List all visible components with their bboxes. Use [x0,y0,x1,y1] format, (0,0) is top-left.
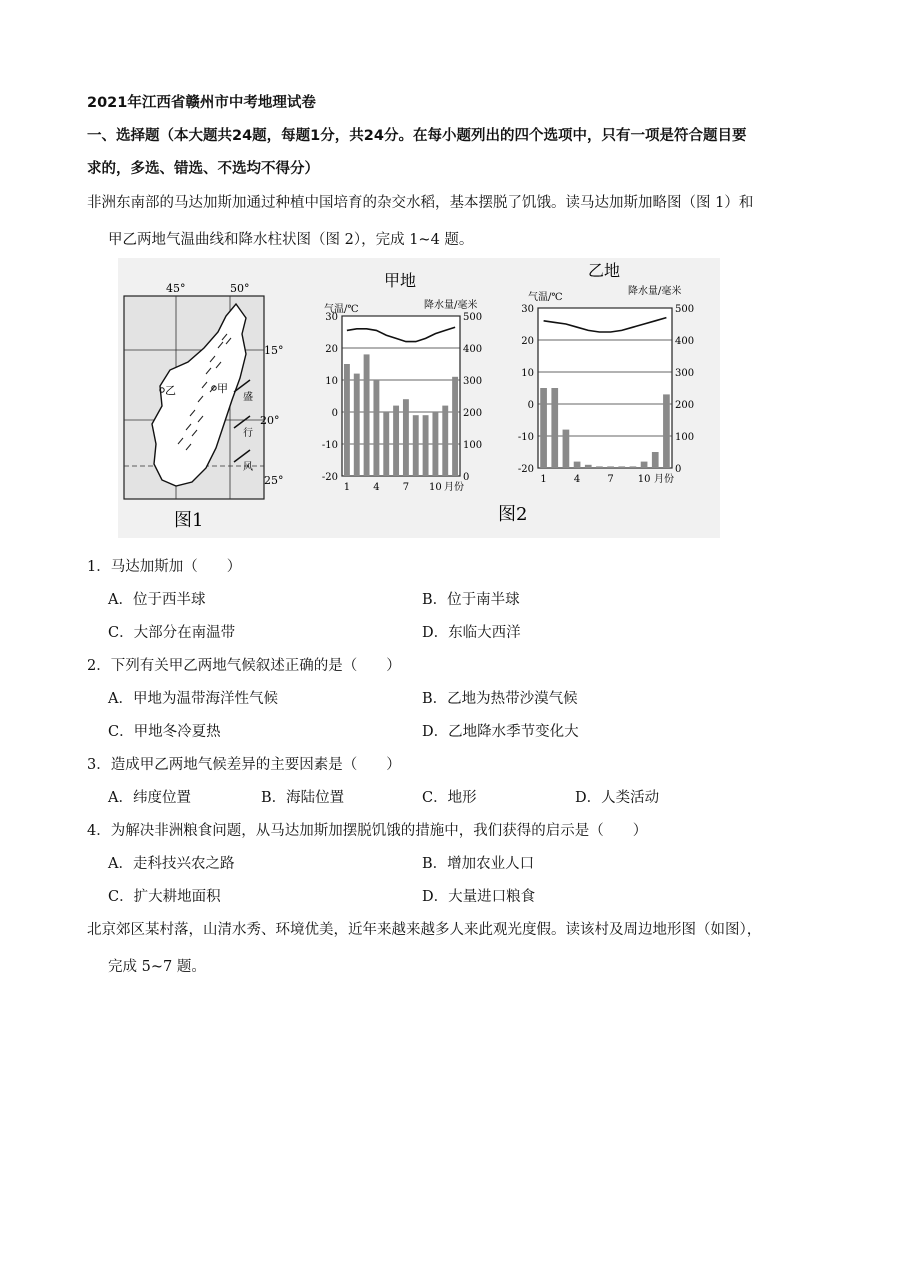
chart-jia-precip-bar [413,415,419,476]
chart-yi-precip-bar [585,465,592,468]
map-lat-label-20: 20° [260,414,280,427]
question-4-option-b[interactable]: B．增加农业人口 [422,856,535,872]
question-4-option-c[interactable]: C．扩大耕地面积 [108,889,221,905]
chart-jia-precip-bar [383,412,389,476]
chart-jia-x-tick: 1 [343,482,351,493]
chart-jia-y1-tick: -10 [321,440,338,451]
question-3-option-a[interactable]: A．纬度位置 [108,790,191,806]
question-2-stem: 2．下列有关甲乙两地气候叙述正确的是（ ） [87,658,401,674]
question-2-option-c[interactable]: C．甲地冬冷夏热 [108,724,221,740]
map-lon-label-50: 50° [230,282,250,295]
question-3-option-b[interactable]: B．海陆位置 [261,790,345,806]
map-place-yi: 乙 [165,384,176,397]
chart-yi-y2label: 降水量/毫米 [628,286,682,297]
chart-yi-precip-bar [618,466,625,468]
chart-jia-y2-tick: 300 [463,376,483,387]
chart-caption: 图2 [498,504,528,525]
map-lat-label-25: 25° [264,474,284,487]
chart-yi-x-tick: 1 [540,474,547,485]
chart-jia-x-tick: 7 [402,482,410,493]
question-2-option-b[interactable]: B．乙地为热带沙漠气候 [422,691,578,707]
chart-yi-precip-bar [596,466,603,468]
chart-jia-xlabel: 月份 [444,482,464,493]
question-1-option-b[interactable]: B．位于南半球 [422,592,520,608]
chart-yi-precip-bar [652,452,659,468]
chart-yi-y2-tick: 0 [675,464,682,475]
map-wind-label-2: 行 [243,428,253,439]
chart-jia-precip-bar [432,412,438,476]
chart-jia-title: 甲地 [384,271,417,290]
intro-1-line2: 甲乙两地气温曲线和降水柱状图（图 2），完成 1~4 题。 [108,232,474,248]
chart-yi-y1label: 气温/℃ [528,292,563,303]
chart-jia-y1-tick: -20 [321,472,338,483]
intro-2-line1: 北京郊区某村落，山清水秀、环境优美，近年来越来越多人来此观光度假。读该村及周边地形图（如图）， [87,922,762,938]
question-4-option-d[interactable]: D．大量进口粮食 [422,889,536,905]
chart-jia-y1-tick: 0 [331,408,338,419]
chart-jia-precip-bar [442,406,448,476]
chart-yi-x-tick: 7 [607,474,614,485]
exam-title: 2021年江西省赣州市中考地理试卷 [87,95,316,111]
chart-jia-precip-bar [452,377,458,476]
map-wind-label-3: 风 [243,462,253,473]
question-3-stem: 3．造成甲乙两地气候差异的主要因素是（ ） [87,757,401,773]
section-heading-line2: 求的，多选、错选、不选均不得分） [87,161,319,177]
chart-yi-x-tick: 4 [573,474,581,485]
chart-jia-y1label: 气温/℃ [324,304,359,315]
chart-yi-precip-bar [607,466,614,468]
chart-yi-y1-tick: 10 [521,368,534,379]
chart-yi-xlabel: 月份 [654,474,674,485]
chart-jia-precip-bar [403,399,409,476]
map-lon-label-45: 45° [166,282,186,295]
question-2-option-a[interactable]: A．甲地为温带海洋性气候 [108,691,278,707]
chart-jia-precip-bar [364,354,370,476]
chart-yi-y2-tick: 200 [675,400,695,411]
chart-yi-title: 乙地 [588,261,621,280]
chart-yi-precip-bar [630,466,637,468]
map-caption: 图1 [174,510,204,531]
question-4-stem: 4．为解决非洲粮食问题，从马达加斯加摆脱饥饿的措施中，我们获得的启示是（ ） [87,823,648,839]
chart-yi-x-tick: 10 [637,474,651,485]
figure-svg [118,258,720,538]
chart-yi-y2-tick: 300 [675,368,695,379]
chart-yi-precip-bar [551,388,558,468]
chart-jia-y1-tick: 20 [325,344,338,355]
chart-yi-precip-bar [574,462,581,468]
chart-yi-precip-bar [663,394,670,468]
question-1-option-c[interactable]: C．大部分在南温带 [108,625,236,641]
question-2-option-d[interactable]: D．乙地降水季节变化大 [422,724,579,740]
chart-jia-y2-tick: 0 [463,472,470,483]
chart-yi-y1-tick: 0 [527,400,534,411]
chart-jia-y2label: 降水量/毫米 [424,300,478,311]
chart-jia-y1-tick: 10 [325,376,338,387]
chart-yi-precip-bar [563,430,570,468]
map-wind-label-1: 盛 [243,392,253,403]
question-4-option-a[interactable]: A．走科技兴农之路 [108,856,235,872]
intro-1-line1: 非洲东南部的马达加斯加通过种植中国培育的杂交水稻，基本摆脱了饥饿。读马达加斯加略图（图 1）和 [87,195,754,211]
chart-yi-y1-tick: -20 [517,464,534,475]
chart-yi-y2-tick: 400 [675,336,695,347]
chart-jia-precip-bar [423,415,429,476]
chart-yi-y1-tick: 30 [521,304,534,315]
chart-jia-precip-bar [354,374,360,476]
chart-jia-y2-tick: 100 [463,440,483,451]
question-1-stem: 1．马达加斯加（ ） [87,559,242,575]
question-1-option-d[interactable]: D．东临大西洋 [422,625,521,641]
chart-jia-precip-bar [344,364,350,476]
question-1-option-a[interactable]: A．位于西半球 [108,592,206,608]
question-3-option-d[interactable]: D．人类活动 [575,790,660,806]
chart-jia-y2-tick: 200 [463,408,483,419]
question-3-option-c[interactable]: C．地形 [422,790,477,806]
chart-yi-y1-tick: -10 [517,432,534,443]
chart-yi-precip-bar [540,388,547,468]
chart-jia-y2-tick: 500 [463,312,483,323]
chart-yi-y2-tick: 500 [675,304,695,315]
chart-jia-x-tick: 4 [373,482,380,493]
chart-yi-precip-bar [641,462,648,468]
map-lat-label-15: 15° [264,344,284,357]
chart-jia-precip-bar [373,380,379,476]
chart-jia-x-tick: 10 [429,482,442,493]
chart-jia-precip-bar [393,406,399,476]
figure-map-and-climate-charts [118,258,720,538]
chart-jia-y2-tick: 400 [463,344,483,355]
section-heading-line1: 一、选择题（本大题共24题，每题1分，共24分。在每小题列出的四个选项中，只有一项是符合题目要 [87,128,747,144]
intro-2-line2: 完成 5~7 题。 [108,959,206,975]
chart-yi-y2-tick: 100 [675,432,695,443]
chart-yi-y1-tick: 20 [521,336,534,347]
chart-jia-y1-tick: 30 [325,312,338,323]
map-place-jia: 甲 [217,382,228,395]
